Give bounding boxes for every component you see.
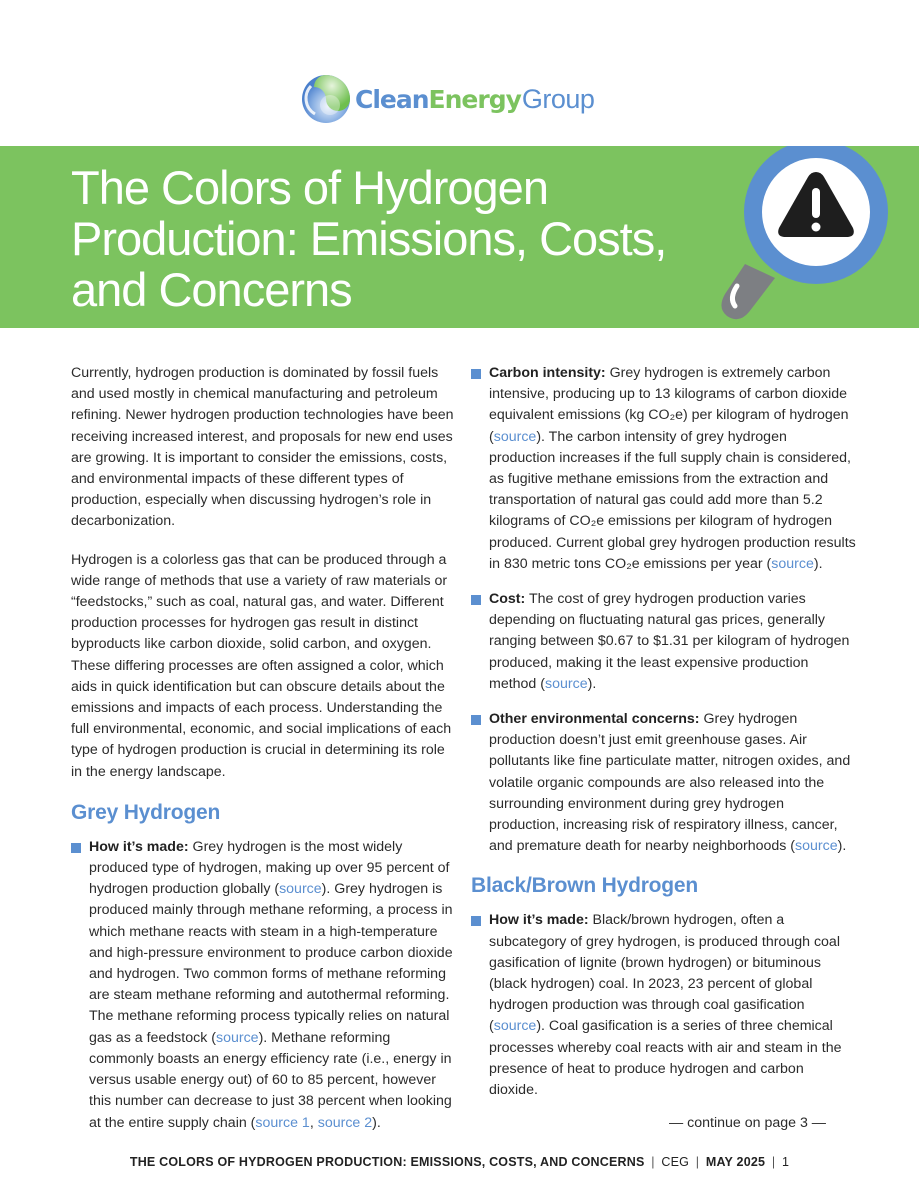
logo-word-group: Group — [521, 83, 595, 114]
clean-energy-group-logo — [301, 72, 594, 126]
warning-magnifier-icon — [715, 146, 905, 328]
bullet-square-icon — [471, 715, 481, 725]
bullet-grey-how-its-made — [71, 837, 456, 1134]
source-link[interactable]: source — [795, 838, 838, 855]
intro-paragraph-2: Hydrogen is a colorless gas that can be produced through a wide range of methods that use a variety of raw materials or “feedstocks,” such as coal, natural gas, and water. Different production processes for hydrogen gas result in distinct byproducts like carbon dioxide, solid carbon, and oxygen. These differing processes are often assigned a color, which aids in quick identification but can obscure details about the emissions and impacts of each process. Understanding the full environmental, economic, and social implications of each type of hydrogen production is crucial in determining its role in the energy landscape. — [71, 551, 452, 780]
source-link[interactable]: source — [493, 1018, 537, 1035]
footer-date: MAY 2025 — [705, 1155, 766, 1169]
bullet-square-icon — [471, 916, 481, 926]
bullet-text: Grey hydrogen is extremely carbon intensive, producing up to 13 kilograms of carbon dioxide equivalent emissions (kg CO₂e) per kilogram of hydrogen ( — [489, 365, 849, 445]
bullet-label: Carbon intensity: — [489, 365, 606, 381]
bullet-black-how-its-made — [471, 910, 856, 1101]
bullet-text: ). — [837, 838, 847, 855]
title-line-1: The Colors of Hydrogen — [71, 161, 548, 214]
bullet-square-icon — [471, 595, 481, 605]
bullet-text: , — [309, 1114, 318, 1131]
title-line-3: and Concerns — [71, 263, 352, 316]
title-line-2: Production: Emissions, Costs, — [71, 212, 667, 265]
section-heading-black-brown-hydrogen: Black/Brown Hydrogen — [471, 874, 699, 898]
bullet-cost — [471, 589, 856, 695]
footer-title: THE COLORS OF HYDROGEN PRODUCTION: EMISSIONS, COSTS, AND CONCERNS — [129, 1155, 645, 1169]
footer-org: CEG — [661, 1155, 690, 1169]
source-link[interactable]: source — [493, 428, 537, 445]
bullet-text: Grey hydrogen is the most widely produced type of hydrogen, making up over 95 percent of hydrogen production globally ( — [89, 838, 450, 898]
source-link[interactable]: source — [545, 675, 588, 692]
source-link[interactable]: source — [771, 555, 814, 572]
left-column — [71, 363, 456, 1148]
page-number: 1 — [781, 1155, 790, 1169]
bullet-text: ). Coal gasification is a series of three chemical processes whereby coal reacts with air and steam in the presence of heat to produce hydrogen and carbon dioxide. — [489, 1018, 842, 1099]
bullet-text: The cost of grey hydrogen production varies depending on fluctuating natural gas prices, generally ranging between $0.67 to $1.31 per kilogram of hydrogen produced, making it the least expensive production method ( — [489, 591, 850, 692]
bullet-label: How it’s made: — [89, 838, 189, 855]
swirl-logo-icon — [301, 74, 351, 124]
source-link[interactable]: source — [215, 1029, 259, 1046]
bullet-label: How it’s made: — [489, 912, 589, 929]
intro-paragraph-1: Currently, hydrogen production is dominated by fossil fuels and used mostly in chemical manufacturing and petroleum refining. Newer hydrogen production technologies have been receiving increased interest, and proposals for new end uses are growing. It is important to consider the emissions, costs, and environmental impacts of these different types of production, especially when discussing hydrogen’s role in decarbonization. — [71, 365, 454, 530]
title-banner — [0, 146, 919, 328]
bullet-text: ). Methane reforming commonly boasts an energy efficiency rate (i.e., energy in versus usable energy out) of 60 to 85 percent, however this number can decrease to just 38 percent when looking at the entire supply chain ( — [89, 1029, 452, 1131]
logo-word-clean: Clean — [355, 84, 429, 114]
bullet-text: ). Grey hydrogen is produced mainly through methane reforming, a process in which methane reacts with steam in a high-temperature and high-pressure environment to produce carbon dioxide and hydrogen. Two common forms of methane reforming are steam methane reforming and autothermal reforming. The methane reforming process typically relies on natural gas as a feedstock ( — [89, 881, 453, 1046]
footer-separator: | — [651, 1155, 655, 1169]
page-footer — [0, 1155, 919, 1169]
bullet-text: Black/brown hydrogen, often a subcategory of grey hydrogen, is produced through coal gasification of lignite (brown hydrogen) or bituminous (black hydrogen) coal. In 2023, 23 percent of global hydrogen production was through coal gasification ( — [489, 912, 840, 1035]
footer-separator: | — [695, 1155, 700, 1169]
bullet-text: Grey hydrogen production doesn’t just emit greenhouse gases. Air pollutants like fine particulate matter, nitrogen oxides, and volatile organic compounds are also released into the surrounding environment during grey hydrogen production, increasing risk of respiratory illness, cancer, and premature death for nearby neighborhoods ( — [489, 711, 851, 855]
page-title — [71, 162, 751, 315]
bullet-text: ). — [587, 675, 597, 692]
bullet-other-environmental-concerns — [471, 709, 856, 857]
bullet-carbon-intensity — [471, 363, 856, 575]
bullet-text: ). — [813, 555, 823, 572]
bullet-square-icon — [71, 843, 81, 853]
source-link[interactable]: source — [279, 881, 322, 898]
logo-word-energy: Energy — [428, 84, 521, 114]
bullet-square-icon — [471, 369, 481, 379]
bullet-label: Other environmental concerns: — [489, 711, 700, 728]
bullet-text: ). — [372, 1114, 381, 1131]
section-heading-grey-hydrogen: Grey Hydrogen — [71, 800, 221, 824]
continue-note: — continue on page 3 — — [669, 1115, 826, 1132]
source-1-link[interactable]: source 1 — [255, 1114, 310, 1131]
source-2-link[interactable]: source 2 — [317, 1114, 373, 1131]
footer-separator: | — [771, 1155, 776, 1169]
right-column — [471, 363, 856, 1135]
bullet-text: ). The carbon intensity of grey hydrogen production increases if the full supply chain is considered, as fugitive methane emissions from the extraction and transportation of natural gas could add more than 5.2 kilograms of CO₂e emissions per kilogram of hydrogen produced. Current global grey hydrogen production results in 830 metric tons CO₂e emissions per year ( — [489, 428, 856, 572]
bullet-label: Cost: — [489, 591, 526, 608]
